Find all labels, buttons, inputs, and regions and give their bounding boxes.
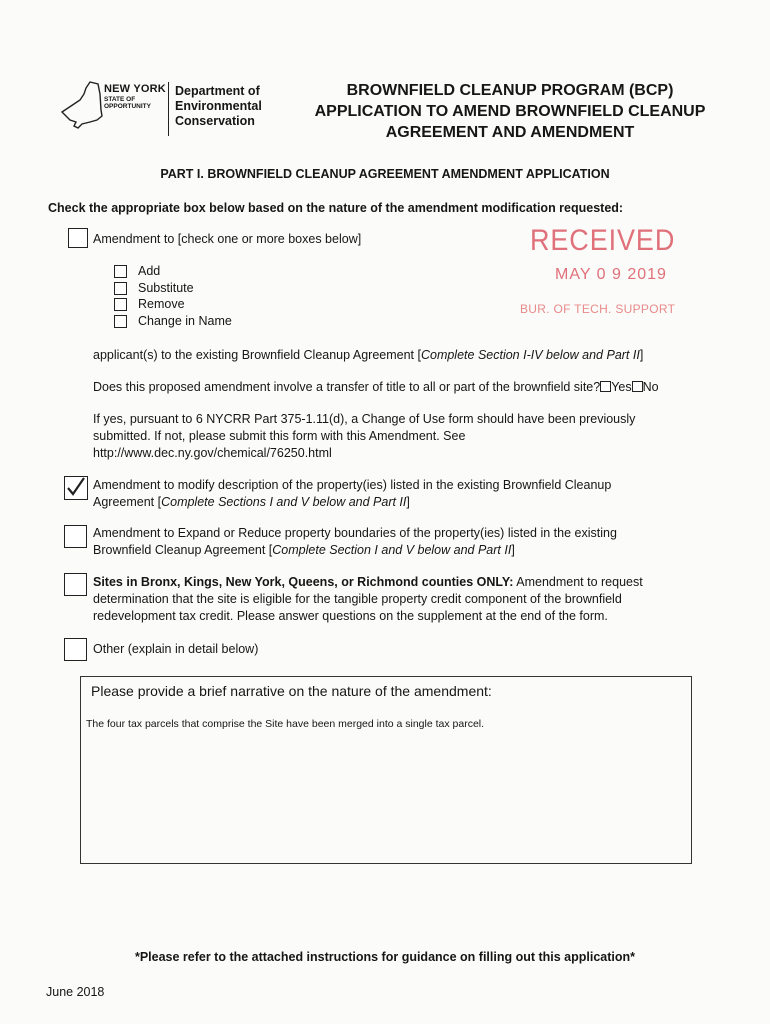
logo-department-name	[175, 84, 262, 129]
applicant-end: ]	[639, 348, 644, 362]
nyc-counties-bold: Sites in Bronx, Kings, New York, Queens, or Richmond counties ONLY:	[93, 575, 514, 589]
transfer-question	[93, 379, 659, 396]
remove-checkbox[interactable]	[114, 298, 127, 311]
narrative-text: The four tax parcels that comprise the Site have been merged into a single tax parcel.	[86, 718, 485, 730]
other-checkbox[interactable]	[64, 638, 87, 661]
dept-line3: Conservation	[175, 114, 255, 128]
other-label: Other (explain in detail below)	[93, 642, 259, 656]
expand-line2-end: ]	[511, 543, 515, 557]
expand-line1: Amendment to Expand or Reduce property boundaries of the property(ies) listed in the existing	[93, 526, 617, 540]
new-york-state-outline-icon	[60, 80, 104, 132]
note-line1: If yes, pursuant to 6 NYCRR Part 375-1.11(d), a Change of Use form should have been previously	[93, 412, 636, 426]
amendment-applicant-checkbox[interactable]	[68, 228, 88, 248]
applicant-instruction	[93, 347, 643, 364]
form-title	[290, 80, 730, 143]
expand-reduce-checkbox[interactable]	[64, 525, 87, 548]
modify-description-checkbox[interactable]	[64, 476, 88, 500]
expand-line2-italic: Complete Section I and V below and Part II	[272, 543, 512, 557]
dept-line2: Environmental	[175, 99, 262, 113]
footer-instructions-note: *Please refer to the attached instructions for guidance on filling out this application*	[134, 950, 636, 964]
tangible-line1-rest: Amendment to request	[513, 575, 643, 589]
transfer-question-text: Does this proposed amendment involve a transfer of title to all or part of the brownfield site?	[93, 380, 601, 394]
tangible-line2: determination that the site is eligible for the tangible property credit component of the brownfield	[93, 592, 622, 606]
dec-link[interactable]: http://www.dec.ny.gov/chemical/76250.html	[93, 446, 332, 460]
modify-description-label	[93, 477, 611, 511]
change-in-name-checkbox[interactable]	[114, 315, 127, 328]
received-stamp-department: BUR. OF TECH. SUPPORT	[520, 302, 676, 316]
received-stamp: RECEIVED	[530, 224, 676, 257]
transfer-no-label: No	[642, 380, 659, 394]
applicant-italic: Complete Section I-IV below and Part II	[420, 348, 640, 362]
add-checkbox[interactable]	[114, 265, 127, 278]
modify-line2-italic: Complete Sections I and V below and Part II	[161, 495, 407, 509]
substitute-label: Substitute	[138, 281, 194, 295]
received-stamp-date: MAY 0 9 2019	[555, 266, 667, 283]
change-of-use-note	[93, 411, 635, 462]
part-title: PART I. BROWNFIELD CLEANUP AGREEMENT AMENDMENT APPLICATION	[160, 167, 610, 181]
logo-divider	[168, 82, 169, 136]
note-line2: submitted. If not, please submit this form with this Amendment. See	[93, 429, 466, 443]
narrative-textarea[interactable]	[80, 676, 692, 864]
expand-reduce-label	[93, 525, 617, 559]
title-line1: BROWNFIELD CLEANUP PROGRAM (BCP)	[346, 82, 674, 99]
title-line2: APPLICATION TO AMEND BROWNFIELD CLEANUP	[314, 103, 706, 120]
amendment-applicant-label: Amendment to [check one or more boxes below]	[93, 232, 362, 246]
substitute-checkbox[interactable]	[114, 282, 127, 295]
nys-dec-logo	[60, 78, 280, 138]
modify-line1: Amendment to modify description of the property(ies) listed in the existing Brownfield Cleanup	[93, 478, 612, 492]
tangible-property-label	[93, 574, 643, 625]
expand-line2-start: Brownfield Cleanup Agreement [	[93, 543, 273, 557]
remove-label: Remove	[138, 297, 185, 311]
logo-tagline-line2: OPPORTUNITY	[104, 103, 151, 110]
transfer-yes-label: Yes	[611, 380, 632, 394]
modify-line2-start: Agreement [	[93, 495, 162, 509]
instruction-text: Check the appropriate box below based on the nature of the amendment modification requested:	[48, 201, 624, 215]
modify-line2-end: ]	[406, 495, 410, 509]
logo-state-name: NEW YORK	[104, 83, 166, 95]
add-label: Add	[138, 264, 161, 278]
transfer-yes-checkbox[interactable]	[600, 381, 611, 392]
logo-state-tagline	[104, 96, 151, 110]
narrative-label: Please provide a brief narrative on the nature of the amendment:	[91, 683, 492, 699]
dept-line1: Department of	[175, 84, 260, 98]
tangible-line3: redevelopment tax credit. Please answer questions on the supplement at the end of the form.	[93, 609, 608, 623]
change-in-name-label: Change in Name	[138, 314, 232, 328]
form-revision-date: June 2018	[46, 985, 105, 999]
title-line3: AGREEMENT AND AMENDMENT	[385, 124, 635, 141]
tangible-property-checkbox[interactable]	[64, 573, 87, 596]
transfer-no-checkbox[interactable]	[632, 381, 643, 392]
checkmark-icon	[63, 475, 87, 499]
applicant-text: applicant(s) to the existing Brownfield Cleanup Agreement [	[93, 348, 421, 362]
logo-tagline-line1: STATE OF	[104, 96, 136, 103]
